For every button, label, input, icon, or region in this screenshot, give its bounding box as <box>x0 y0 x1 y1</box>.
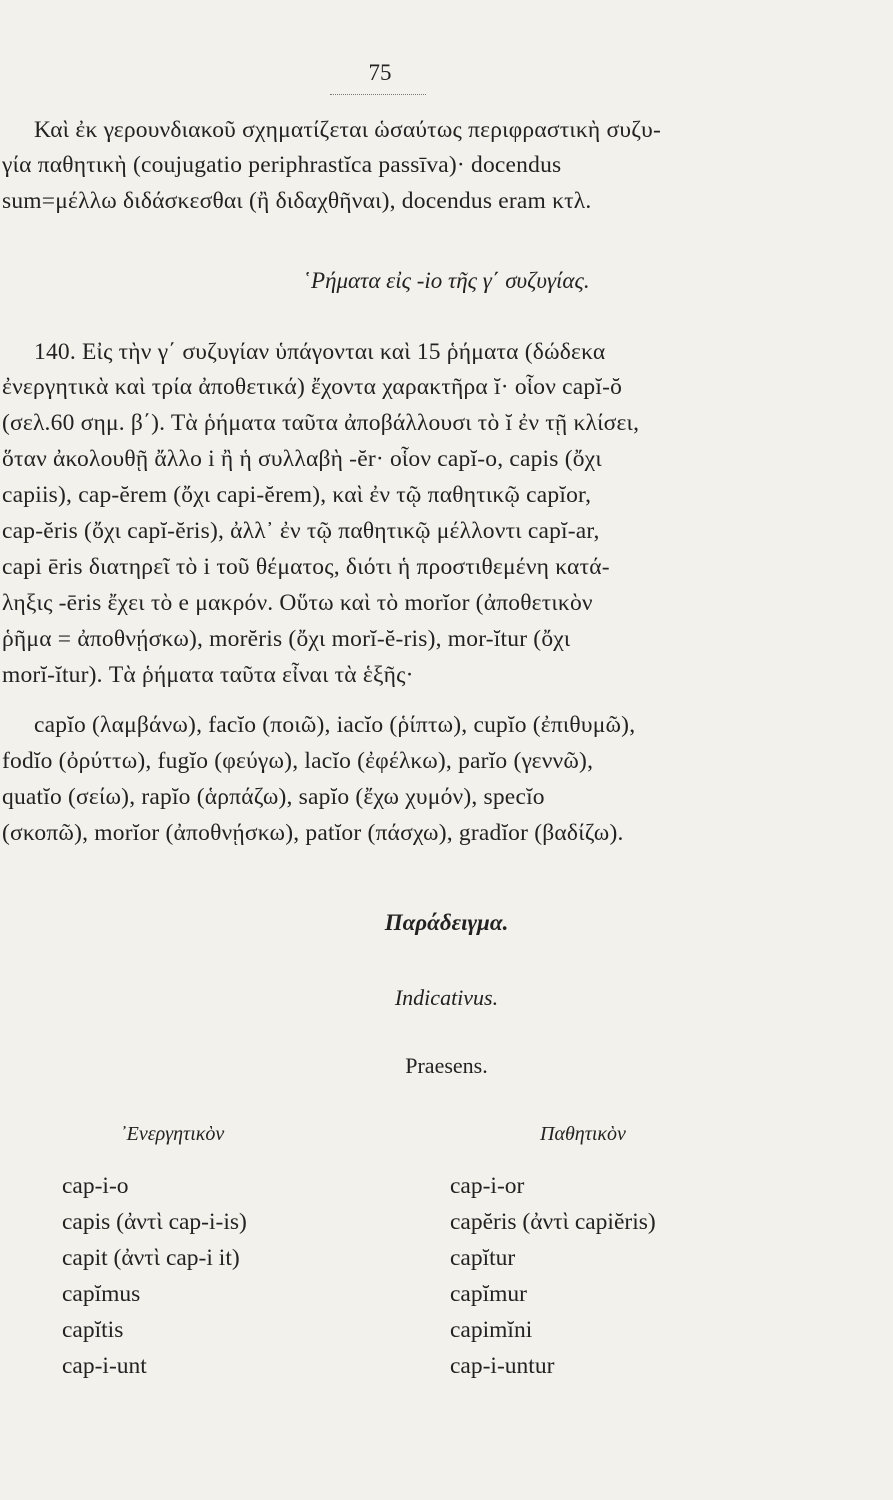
passive-form: capĭmur <box>450 1281 527 1307</box>
verb-list-line: (σκοπῶ), morĭor (ἀποθνῄσκω), patĭor (πάσχω), gradĭor (βαδίζω). <box>2 820 624 846</box>
active-form: capit (ἀντὶ cap-i it) <box>62 1245 240 1271</box>
mood-heading: Indicativus. <box>394 985 499 1010</box>
paragraph-line: ῥῆμα = ἀποθνῄσκω), morĕris (ὄχι morĭ-ĕ-ris), mor-ĭtur (ὄχι <box>2 626 571 652</box>
paragraph-line: ἐνεργητικὰ καὶ τρία ἀποθετικά) ἔχοντα χαρακτῆρα ĭ· οἷον capĭ-ŏ <box>2 374 623 400</box>
active-form: capis (ἀντὶ cap-i-is) <box>62 1209 247 1235</box>
paragraph-line: morĭ-ĭtur). Τὰ ῥήματα ταῦτα εἶναι τὰ ἑξῆς· <box>2 662 414 688</box>
paragraph-line: ὅταν ἀκολουθῇ ἄλλο i ἢ ἡ συλλαβὴ -ĕr· οἷον capĭ-o, capis (ὄχι <box>2 446 602 472</box>
active-form: capĭtis <box>62 1317 124 1343</box>
passive-form: cap-i-untur <box>450 1353 555 1379</box>
section-heading: ῾Ρήματα εἰς -io τῆς γ΄ συζυγίας. <box>303 268 590 293</box>
passive-form: capĕris (ἀντὶ capiĕris) <box>450 1209 656 1235</box>
active-form: cap-i-o <box>62 1173 129 1199</box>
verb-list-line: fodĭo (ὀρύττω), fugĭo (φεύγω), lacĭo (ἐφέλκω), parĭo (γεννῶ), <box>2 748 594 774</box>
intro-line: sum=μέλλω διδάσκεσθαι (ἢ διδαχθῆναι), docendus eram κτλ. <box>2 188 592 214</box>
paragraph-line: ληξις -ēris ἔχει τὸ e μακρόν. Οὕτω καὶ τὸ morĭor (ἀποθετικὸν <box>2 590 593 616</box>
example-heading: Παράδειγμα. <box>384 910 509 935</box>
paragraph-line: 140. Εἰς τὴν γ΄ συζυγίαν ὑπάγονται καὶ 15 ῥήματα (δώδεκα <box>34 339 606 365</box>
passive-column-header: Παθητικὸν <box>540 1123 626 1145</box>
active-column-header: ᾿Ενεργητικὸν <box>120 1123 225 1145</box>
verb-list-line: capĭo (λαμβάνω), facĭo (ποιῶ), iacĭo (ῥίπτω), cupĭo (ἐπιθυμῶ), <box>34 712 636 738</box>
page-number: 75 <box>368 60 392 85</box>
intro-line: Καὶ ἐκ γερουνδιακοῦ σχηματίζεται ὡσαύτως περιφραστικὴ συζυ- <box>34 117 661 143</box>
paragraph-line: capi ēris διατηρεῖ τὸ i τοῦ θέματος, διότι ἡ προστιθεμένη κατά- <box>2 554 610 580</box>
page-number-rule <box>330 94 426 95</box>
verb-list-line: quatĭo (σείω), rapĭo (ἁρπάζω), sapĭo (ἔχω χυμόν), specĭo <box>2 784 545 810</box>
tense-heading: Praesens. <box>405 1053 488 1078</box>
passive-form: capĭtur <box>450 1245 516 1271</box>
active-form: capĭmus <box>62 1281 141 1307</box>
passive-form: cap-i-or <box>450 1173 525 1199</box>
paragraph-line: (σελ.60 σημ. β΄). Τὰ ῥήματα ταῦτα ἀποβάλλουσι τὸ ĭ ἐν τῇ κλίσει, <box>2 410 640 436</box>
paragraph-line: cap-ĕris (ὄχι capĭ-ĕris), ἀλλ᾽ ἐν τῷ παθητικῷ μέλλοντι capĭ-ar, <box>2 518 600 544</box>
active-form: cap-i-unt <box>62 1353 147 1379</box>
intro-line: γία παθητικὴ (coujugatio periphrastĭca passīva)· docendus <box>2 152 562 178</box>
paragraph-line: capiis), cap-ĕrem (ὄχι capi-ĕrem), καὶ ἐν τῷ παθητικῷ capĭor, <box>2 482 592 508</box>
passive-form: capimĭni <box>450 1317 533 1343</box>
